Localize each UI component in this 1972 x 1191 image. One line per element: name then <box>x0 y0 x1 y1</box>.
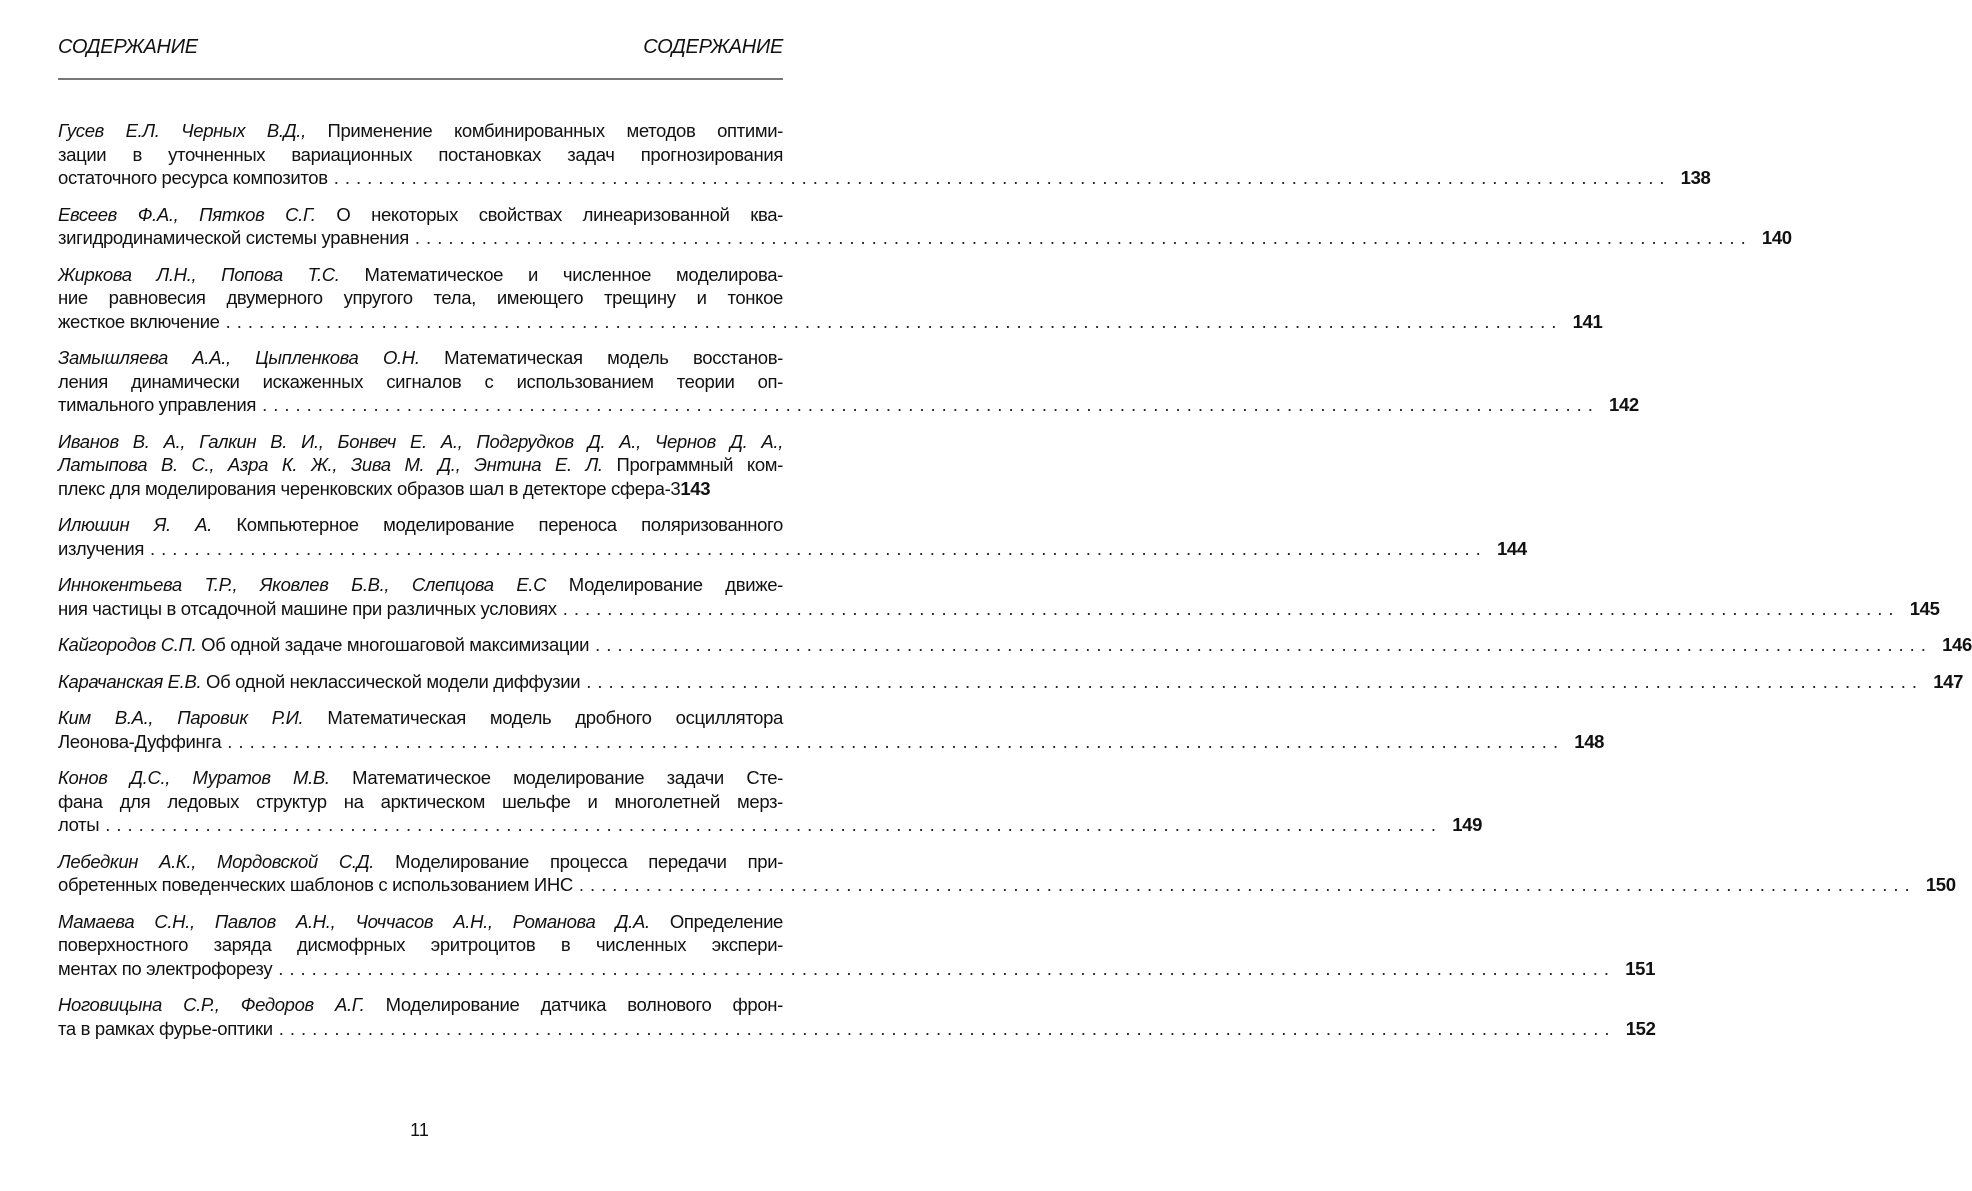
toc-line <box>58 453 783 477</box>
toc-line <box>58 993 783 1017</box>
toc-line <box>58 430 783 454</box>
toc-entry[interactable] <box>58 263 1603 334</box>
toc-line <box>58 263 783 287</box>
dot-leader: ........................................................................................................................ <box>333 167 1671 188</box>
toc-line <box>58 203 783 227</box>
entry-authors: Илюшин Я. А. <box>58 514 212 535</box>
entry-authors: Кайгородов С.П. <box>58 634 197 655</box>
toc-entry[interactable] <box>58 670 1964 694</box>
entry-title: Математическая модель дробного осциллятора <box>303 707 783 728</box>
entry-title: Моделирование движе- <box>546 574 783 595</box>
toc-line-text <box>58 393 256 417</box>
toc-line-text <box>58 707 783 728</box>
toc-entry[interactable] <box>58 910 1656 981</box>
toc-line <box>58 910 783 934</box>
entry-authors: Иванов В. А., Галкин В. И., Бонвеч Е. А., Подгрудков Д. А., Чернов Д. А., <box>58 430 783 452</box>
dot-leader: ........................................................................................................................ <box>278 957 1616 979</box>
toc-line-text <box>58 994 783 1015</box>
dot-leader: ........................................................................................................................ <box>105 814 1443 835</box>
entry-authors: Замышляева А.А., Цыпленкова О.Н. <box>58 347 420 368</box>
toc-line-text <box>58 120 783 141</box>
toc-line <box>58 537 1527 561</box>
toc-line <box>58 790 783 814</box>
entry-title: Определение <box>649 910 783 932</box>
toc-entry[interactable] <box>58 573 1940 620</box>
header-right: СОДЕРЖАНИЕ <box>643 36 783 58</box>
entry-title: жесткое включение <box>58 310 220 332</box>
entry-page-number: 145 <box>1909 597 1940 619</box>
entry-page-number: 138 <box>1680 167 1711 188</box>
entry-authors: Ноговицына С.Р., Федоров А.Г. <box>58 994 365 1015</box>
toc-line-text <box>58 851 783 872</box>
entry-authors: Ким В.А., Паровик Р.И. <box>58 707 304 728</box>
toc-entry[interactable] <box>58 766 1483 837</box>
toc-line <box>58 310 1603 334</box>
toc-entry[interactable] <box>58 706 1605 753</box>
entry-title: Математическое и численное моделирова- <box>339 263 783 285</box>
entry-title: Применение комбинированных методов оптими- <box>305 120 783 141</box>
entry-title: обретенных поведенческих шаблонов с использованием ИНС <box>58 874 573 895</box>
entry-title: Об одной неклассической модели диффузии <box>201 670 581 692</box>
entry-page-number: 141 <box>1572 310 1603 332</box>
running-header <box>58 36 783 80</box>
toc-line-text <box>58 514 783 535</box>
entry-title: Математическое моделирование задачи Сте- <box>329 767 783 788</box>
toc-line <box>58 286 783 310</box>
dot-leader: ........................................................................................................................ <box>595 634 1932 655</box>
toc-line-text <box>58 574 783 595</box>
toc-line <box>58 1017 1656 1041</box>
toc-line-text <box>58 347 783 368</box>
toc-line <box>58 850 783 874</box>
entry-title: зации в уточненных вариационных постановках задач прогнозирования <box>58 143 783 165</box>
toc-line <box>58 166 1711 190</box>
entry-title: ления динамически искаженных сигналов с использованием теории оп- <box>58 370 783 392</box>
dot-leader: ........................................................................................................................ <box>227 730 1565 752</box>
dot-leader: ........................................................................................................................ <box>225 310 1563 332</box>
dot-leader: ........................................................................................................................ <box>414 227 1752 248</box>
toc-line-text <box>58 166 328 190</box>
toc-line-text <box>58 873 573 897</box>
toc-line-text <box>58 226 409 250</box>
entry-page-number: 150 <box>1925 874 1956 895</box>
entry-page-number: 143 <box>680 477 711 499</box>
toc-line-text <box>58 597 557 621</box>
toc-line-text <box>58 144 783 165</box>
entry-title: Компьютерное моделирование переноса поляризованного <box>211 514 783 535</box>
toc-line <box>58 513 783 537</box>
toc-line-text <box>58 537 144 561</box>
toc-line <box>58 706 783 730</box>
toc-line <box>58 670 1964 694</box>
entry-page-number: 147 <box>1933 670 1964 692</box>
toc-line <box>58 573 783 597</box>
dot-leader: ........................................................................................................................ <box>578 874 1916 895</box>
entry-authors: Конов Д.С., Муратов М.В. <box>58 767 330 788</box>
toc-line-text <box>58 791 783 812</box>
toc-line-text <box>58 767 783 788</box>
entry-authors: Иннокентьева Т.Р., Яковлев Б.В., Слепцова Е.С <box>58 574 547 595</box>
entry-title: лоты <box>58 814 100 835</box>
entry-title: излучения <box>58 537 144 559</box>
entry-title: остаточного ресурса композитов <box>58 167 328 188</box>
toc-line <box>58 393 1639 417</box>
toc-line-text <box>58 1017 273 1041</box>
toc-line-text <box>58 911 783 932</box>
dot-leader: ........................................................................................................................ <box>278 1017 1616 1039</box>
toc-entry[interactable] <box>58 346 1639 417</box>
toc-line-text <box>58 454 783 475</box>
toc-entry[interactable] <box>58 119 1711 190</box>
toc-line <box>58 346 783 370</box>
entry-page-number: 146 <box>1942 634 1972 655</box>
table-of-contents <box>58 119 1972 1053</box>
toc-entry[interactable] <box>58 633 1972 657</box>
entry-title: зигидродинамической системы уравнения <box>58 227 409 248</box>
entry-title: Математическая модель восстанов- <box>419 347 783 368</box>
entry-title: Программный ком- <box>602 454 783 475</box>
toc-line-text <box>58 431 783 452</box>
toc-line <box>58 633 1972 657</box>
toc-line <box>58 873 1956 897</box>
toc-line <box>58 957 1656 981</box>
page-number: 11 <box>410 1120 429 1140</box>
entry-title: поверхностного заряда дисмофрных эритроцитов в численных экспери- <box>58 934 783 955</box>
entry-page-number: 149 <box>1452 814 1483 835</box>
entry-authors: Карачанская Е.В. <box>58 670 202 692</box>
entry-page-number: 142 <box>1609 394 1639 415</box>
toc-line <box>58 477 783 501</box>
entry-page-number: 151 <box>1625 957 1656 979</box>
entry-title: тимального управления <box>58 394 257 415</box>
entry-authors: Жиркова Л.Н., Попова Т.С. <box>58 263 340 285</box>
header-left: СОДЕРЖАНИЕ <box>58 36 198 58</box>
entry-authors: Мамаева С.Н., Павлов А.Н., Чоччасов А.Н., Романова Д.А. <box>58 910 650 932</box>
entry-authors: Лебедкин А.К., Мордовской С.Д. <box>58 850 375 872</box>
toc-line <box>58 143 783 167</box>
toc-line <box>58 933 783 957</box>
entry-title: ние равновесия двумерного упругого тела, имеющего трещину и тонкое <box>58 287 783 308</box>
toc-line-text <box>58 371 783 392</box>
dot-leader: ........................................................................................................................ <box>150 537 1487 559</box>
toc-line-text <box>58 813 99 837</box>
toc-line-text <box>58 633 589 657</box>
toc-line <box>58 226 1792 250</box>
entry-title: Моделирование датчика волнового фрон- <box>364 994 783 1015</box>
entry-page-number: 152 <box>1625 1017 1656 1039</box>
entry-title: ния частицы в отсадочной машине при различных условиях <box>58 597 557 619</box>
entry-title: ментах по электрофорезу <box>58 957 273 979</box>
entry-page-number: 148 <box>1574 730 1605 752</box>
entry-authors: Латыпова В. С., Азра К. Ж., Зива М. Д., Энтина Е. Л. <box>58 454 603 475</box>
toc-line-text <box>58 310 220 334</box>
toc-line-text <box>58 477 680 501</box>
toc-line-text <box>58 204 783 225</box>
toc-line-text <box>58 670 580 694</box>
toc-line <box>58 813 1483 837</box>
toc-entry[interactable] <box>58 850 1956 897</box>
entry-authors: Гусев Е.Л. Черных В.Д., <box>58 120 306 141</box>
dot-leader: ........................................................................................................................ <box>262 394 1599 415</box>
entry-title: Об одной задаче многошаговой максимизации <box>196 634 590 655</box>
dot-leader: ........................................................................................................................ <box>562 597 1900 619</box>
toc-entry[interactable] <box>58 513 1527 560</box>
entry-title: О некоторых свойствах линеаризованной ква- <box>315 203 783 225</box>
toc-line-text <box>58 957 272 981</box>
toc-line-text <box>58 934 783 955</box>
toc-line <box>58 766 783 790</box>
toc-entry[interactable] <box>58 993 1656 1040</box>
entry-page-number: 140 <box>1761 227 1792 248</box>
entry-title: плекс для моделирования черенковских образов шал в детекторе сфера-3 <box>58 477 681 499</box>
toc-line-text <box>58 264 783 285</box>
toc-line <box>58 370 783 394</box>
entry-authors: Евсеев Ф.А., Пятков С.Г. <box>58 203 316 225</box>
toc-line-text <box>58 287 783 308</box>
entry-title: Леонова-Дуффинга <box>58 730 222 752</box>
dot-leader: ........................................................................................................................ <box>586 670 1924 692</box>
toc-entry[interactable] <box>58 430 783 501</box>
entry-page-number: 144 <box>1496 537 1527 559</box>
toc-line <box>58 597 1940 621</box>
entry-title: та в рамках фурье-оптики <box>58 1017 273 1039</box>
entry-title: Моделирование процесса передачи при- <box>374 850 783 872</box>
entry-title: фана для ледовых структур на арктическом шельфе и многолетней мерз- <box>58 790 783 812</box>
toc-entry[interactable] <box>58 203 1792 250</box>
toc-line <box>58 119 783 143</box>
toc-line <box>58 730 1605 754</box>
toc-line-text <box>58 730 221 754</box>
